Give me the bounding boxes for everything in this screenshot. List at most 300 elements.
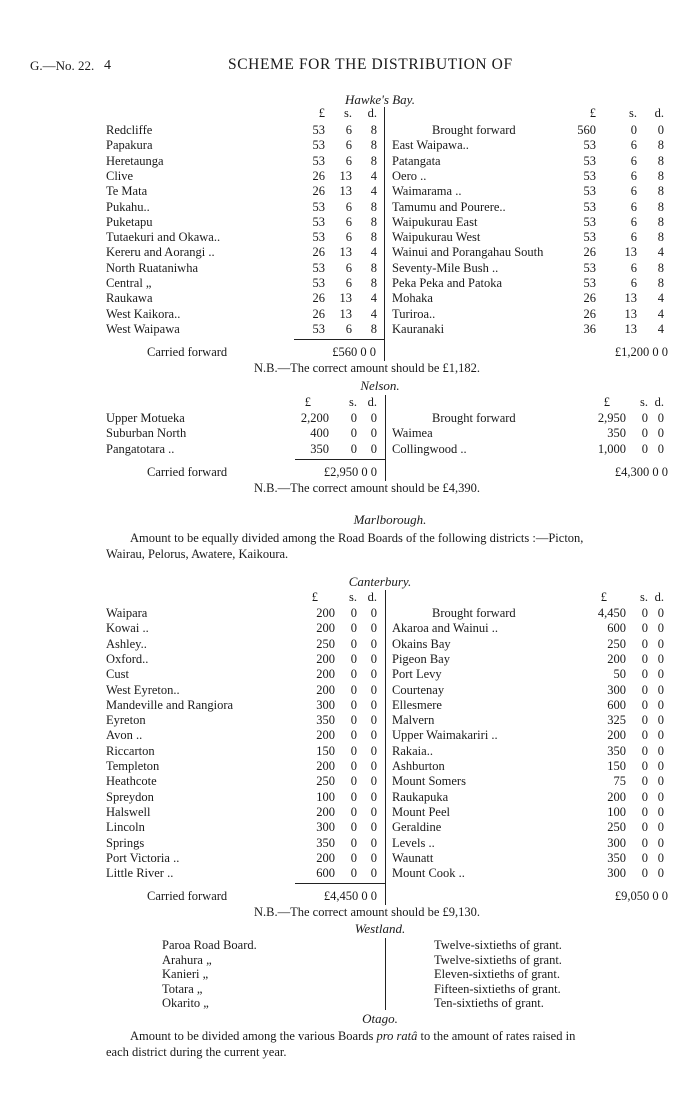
amount-pounds: 53 (312, 321, 325, 336)
amount-pounds: 26 (312, 168, 325, 183)
amount-shillings: 0 (350, 621, 357, 636)
amount-pence: 0 (657, 804, 664, 819)
amount-pounds: 53 (583, 260, 596, 275)
unit-header: £ (311, 590, 318, 604)
amount-pence: 8 (657, 199, 664, 214)
amount-pounds: 75 (613, 774, 626, 789)
table-row (0, 291, 700, 306)
correction-note: N.B.—The correct amount should be £9,130. (254, 905, 480, 920)
westland-board-name: Paroa Road Board. (162, 938, 257, 952)
amount-pounds: 53 (312, 214, 325, 229)
amount-shillings: 0 (641, 728, 648, 743)
amount-shillings: 0 (350, 820, 357, 835)
amount-shillings: 0 (641, 713, 648, 728)
unit-header: £ (589, 106, 596, 120)
amount-shillings: 13 (624, 306, 637, 321)
section-title-otago: Otago. (362, 1011, 398, 1026)
amount-pence: 0 (657, 743, 664, 758)
amount-shillings: 6 (345, 276, 352, 290)
amount-shillings: 0 (641, 667, 648, 682)
amount-pence: 0 (370, 850, 377, 865)
amount-pounds: 53 (312, 153, 325, 168)
amount-pounds: 200 (316, 651, 335, 666)
unit-header: s. (640, 395, 648, 409)
district-name: Seventy-Mile Bush .. (392, 260, 499, 275)
westland-grant-share: Ten-sixtieths of grant. (434, 996, 544, 1010)
amount-shillings: 0 (641, 759, 648, 773)
amount-shillings: 6 (630, 214, 637, 229)
amount-pounds: 53 (583, 276, 596, 290)
amount-pence: 8 (370, 138, 377, 153)
amount-pounds: 560 (577, 123, 596, 137)
table-row (0, 851, 700, 866)
district-name: Turiroa.. (392, 306, 436, 321)
carried-forward-amount: £560 0 0 (332, 345, 376, 360)
amount-pence: 0 (657, 667, 664, 682)
district-name: Courtenay (392, 682, 445, 697)
district-name: Waunatt (392, 850, 434, 865)
westland-grant-share: Eleven-sixtieths of grant. (434, 967, 561, 981)
amount-pence: 0 (657, 835, 664, 850)
total-rule-left (295, 883, 385, 884)
unit-header: £ (304, 395, 311, 409)
amount-pence: 0 (657, 713, 664, 728)
westland-grant-share: Twelve-sixtieths of grant. (434, 938, 562, 952)
amount-pounds: 600 (316, 866, 335, 881)
amount-pence: 4 (657, 321, 664, 336)
table-row (0, 683, 700, 698)
amount-pounds: 26 (312, 306, 325, 321)
amount-pounds: 200 (607, 651, 626, 666)
table-row (0, 138, 700, 153)
amount-pence: 0 (657, 411, 664, 425)
amount-pounds: 200 (316, 850, 335, 865)
amount-shillings: 0 (641, 411, 648, 425)
amount-pounds: 300 (316, 820, 335, 835)
district-name: Te Mata (106, 184, 148, 199)
amount-pence: 0 (370, 728, 377, 743)
amount-shillings: 0 (641, 789, 648, 804)
table-row (0, 698, 700, 713)
table-row (0, 307, 700, 322)
unit-header: d. (367, 395, 377, 409)
amount-pounds: 150 (607, 759, 626, 773)
amount-pounds: 53 (312, 138, 325, 153)
amount-shillings: 0 (350, 789, 357, 804)
otago-text-line-2: each district during the current year. (106, 1045, 287, 1059)
amount-shillings: 6 (630, 153, 637, 168)
amount-pence: 0 (370, 866, 377, 881)
amount-pounds: 250 (607, 636, 626, 651)
district-name: Geraldine (392, 820, 442, 835)
district-name: Waimea (392, 426, 433, 441)
table-row (0, 442, 700, 457)
amount-shillings: 6 (345, 138, 352, 153)
amount-pence: 8 (370, 276, 377, 290)
amount-pounds: 200 (316, 682, 335, 697)
amount-shillings: 6 (630, 168, 637, 183)
amount-pence: 0 (657, 651, 664, 666)
district-name: Kowai .. (106, 621, 149, 636)
amount-pounds: 350 (316, 835, 335, 850)
amount-pounds: 600 (607, 621, 626, 636)
district-name: Ashburton (392, 759, 445, 773)
amount-pence: 4 (657, 306, 664, 321)
carried-forward-label: Carried forward (147, 345, 228, 360)
amount-pence: 0 (370, 759, 377, 773)
amount-pounds: 53 (583, 168, 596, 183)
section-title-marlborough: Marlborough. (353, 512, 427, 527)
westland-grant-share: Twelve-sixtieths of grant. (434, 952, 562, 967)
district-name: Upper Motueka (106, 411, 185, 425)
amount-shillings: 6 (630, 199, 637, 214)
amount-pounds: 250 (607, 820, 626, 835)
amount-shillings: 0 (350, 743, 357, 758)
amount-pounds: 26 (312, 291, 325, 306)
amount-pounds: 53 (583, 230, 596, 245)
amount-pence: 0 (370, 743, 377, 758)
amount-pounds: 53 (583, 138, 596, 153)
amount-pounds: 53 (312, 260, 325, 275)
amount-pounds: 200 (607, 789, 626, 804)
district-name: West Eyreton.. (106, 682, 180, 697)
table-row (0, 790, 700, 805)
district-name: Tamumu and Pourere.. (392, 199, 506, 214)
amount-pounds: 350 (607, 743, 626, 758)
section-title-westland: Westland. (354, 921, 406, 936)
amount-shillings: 0 (641, 820, 648, 835)
table-row (0, 184, 700, 199)
document-reference: G.—No. 22. (30, 58, 95, 73)
district-name: Pukahu.. (106, 199, 150, 214)
table-row (0, 836, 700, 851)
amount-pounds: 300 (607, 682, 626, 697)
amount-pounds: 200 (316, 621, 335, 636)
district-name: Waipukurau West (392, 230, 481, 245)
amount-shillings: 0 (350, 850, 357, 865)
district-name: East Waipawa.. (392, 138, 469, 153)
amount-pounds: 4,450 (597, 606, 626, 620)
district-name: Kauranaki (392, 321, 445, 336)
amount-pounds: 350 (607, 850, 626, 865)
table-row (0, 230, 700, 245)
district-name: Clive (106, 168, 134, 183)
table-row (0, 667, 700, 682)
amount-pence: 0 (370, 606, 377, 620)
carried-forward-amount: £4,450 0 0 (323, 889, 377, 904)
district-name: Brought forward (432, 411, 516, 425)
amount-pence: 0 (657, 759, 664, 773)
district-name: Heretaunga (106, 153, 164, 168)
amount-pence: 8 (657, 168, 664, 183)
amount-pounds: 350 (607, 426, 626, 441)
district-name: Akaroa and Wainui .. (392, 621, 499, 636)
amount-pence: 0 (370, 774, 377, 789)
amount-shillings: 0 (350, 804, 357, 819)
district-name: North Ruataniwha (106, 260, 198, 275)
amount-shillings: 0 (350, 426, 357, 441)
unit-header: d. (367, 590, 377, 604)
carried-forward-label: Carried forward (147, 464, 228, 479)
amount-pounds: 300 (607, 835, 626, 850)
westland-board-name: Kanieri „ (162, 967, 209, 981)
amount-pence: 8 (370, 230, 377, 245)
district-name: Oxford.. (106, 651, 149, 666)
amount-shillings: 13 (339, 306, 352, 321)
amount-pence: 0 (370, 804, 377, 819)
amount-pence: 4 (370, 184, 377, 199)
amount-shillings: 13 (339, 184, 352, 199)
amount-pence: 0 (370, 682, 377, 697)
amount-pence: 4 (370, 306, 377, 321)
amount-pounds: 200 (316, 606, 335, 620)
amount-pence: 0 (370, 441, 377, 456)
amount-pence: 0 (370, 667, 377, 682)
amount-pence: 0 (657, 697, 664, 712)
table-row (0, 652, 700, 667)
amount-shillings: 0 (350, 667, 357, 682)
amount-pounds: 100 (316, 789, 335, 804)
amount-shillings: 0 (641, 426, 648, 441)
district-name: Tutaekuri and Okawa.. (106, 230, 221, 245)
amount-pounds: 53 (583, 184, 596, 199)
marlborough-text-line-1: Amount to be equally divided among the Road Boards of the following districts :—Picton, (130, 531, 584, 545)
table-row (0, 261, 700, 276)
amount-pence: 8 (370, 260, 377, 275)
total-rule-left (295, 459, 385, 460)
amount-pence: 8 (657, 184, 664, 199)
amount-pence: 0 (657, 636, 664, 651)
amount-pence: 0 (370, 835, 377, 850)
amount-shillings: 0 (350, 411, 357, 425)
table-row (0, 276, 700, 291)
page-number: 4 (104, 58, 111, 73)
district-name: Pangatotara .. (106, 441, 175, 456)
district-name: Mount Peel (392, 804, 450, 819)
amount-shillings: 0 (350, 866, 357, 881)
table-row (0, 322, 700, 337)
district-name: Upper Waimakariri .. (392, 728, 498, 743)
amount-pence: 4 (370, 291, 377, 306)
district-name: Lincoln (106, 820, 145, 835)
amount-shillings: 13 (339, 168, 352, 183)
table-row (0, 621, 700, 636)
district-name: Little River .. (106, 866, 174, 881)
amount-shillings: 6 (630, 184, 637, 199)
amount-pounds: 53 (312, 199, 325, 214)
district-name: Wainui and Porangahau South (392, 245, 544, 260)
district-name: Riccarton (106, 743, 155, 758)
district-name: Raukawa (106, 291, 153, 306)
amount-shillings: 6 (630, 276, 637, 290)
amount-shillings: 6 (345, 214, 352, 229)
district-name: Port Victoria .. (106, 850, 180, 865)
otago-text-line-1: Amount to be divided among the various Boards pro ratâ to the amount of rates raised in (130, 1029, 576, 1043)
table-row (0, 805, 700, 820)
amount-shillings: 0 (641, 682, 648, 697)
amount-shillings: 0 (350, 759, 357, 773)
amount-pence: 0 (370, 789, 377, 804)
amount-pounds: 50 (613, 667, 626, 682)
total-rule-left (294, 339, 384, 340)
amount-pounds: 200 (316, 667, 335, 682)
district-name: Patangata (392, 153, 441, 168)
amount-pence: 4 (657, 291, 664, 306)
amount-shillings: 6 (345, 230, 352, 245)
amount-shillings: 0 (350, 697, 357, 712)
page-title: SCHEME FOR THE DISTRIBUTION OF (228, 56, 513, 73)
amount-shillings: 0 (641, 866, 648, 881)
district-name: Rakaia.. (392, 743, 433, 758)
amount-pounds: 400 (310, 426, 329, 441)
district-name: Mount Somers (392, 774, 466, 789)
amount-pounds: 26 (312, 184, 325, 199)
unit-header: d. (654, 395, 664, 409)
amount-shillings: 0 (641, 441, 648, 456)
amount-shillings: 0 (350, 835, 357, 850)
unit-header: s. (629, 106, 637, 120)
amount-shillings: 0 (350, 682, 357, 697)
amount-pounds: 26 (312, 245, 325, 260)
amount-pounds: 2,950 (597, 411, 626, 425)
amount-shillings: 0 (350, 728, 357, 743)
amount-shillings: 6 (630, 230, 637, 245)
amount-shillings: 6 (630, 260, 637, 275)
carried-forward-label: Carried forward (147, 889, 228, 904)
district-name: Ellesmere (392, 697, 442, 712)
amount-pounds: 100 (607, 804, 626, 819)
unit-header: s. (344, 106, 352, 120)
amount-pounds: 350 (316, 713, 335, 728)
amount-pence: 0 (657, 621, 664, 636)
amount-pence: 0 (657, 606, 664, 620)
amount-pence: 0 (370, 636, 377, 651)
district-name: Heathcote (106, 774, 157, 789)
amount-shillings: 0 (641, 804, 648, 819)
amount-pounds: 53 (583, 199, 596, 214)
marlborough-text-line-2: Wairau, Pelorus, Awatere, Kaikoura. (106, 547, 289, 561)
amount-pence: 0 (370, 621, 377, 636)
amount-pounds: 600 (607, 697, 626, 712)
table-row (0, 123, 700, 138)
amount-shillings: 0 (641, 697, 648, 712)
amount-shillings: 0 (641, 651, 648, 666)
district-name: Ashley.. (106, 636, 147, 651)
amount-shillings: 0 (630, 123, 637, 137)
amount-pence: 8 (370, 199, 377, 214)
table-row (0, 169, 700, 184)
amount-pence: 4 (370, 245, 377, 260)
district-name: Collingwood .. (392, 441, 467, 456)
amount-pence: 0 (657, 789, 664, 804)
amount-pence: 8 (370, 214, 377, 229)
amount-pounds: 350 (310, 441, 329, 456)
amount-pounds: 36 (583, 321, 596, 336)
correction-note: N.B.—The correct amount should be £1,182. (254, 361, 480, 376)
amount-pounds: 53 (583, 214, 596, 229)
column-divider (384, 107, 385, 361)
amount-shillings: 0 (350, 774, 357, 789)
amount-pounds: 53 (312, 230, 325, 245)
district-name: Eyreton (106, 713, 146, 728)
amount-pounds: 26 (583, 306, 596, 321)
amount-shillings: 0 (641, 606, 648, 620)
right-column-total: £4,300 0 0 (614, 464, 668, 479)
amount-pence: 8 (370, 153, 377, 168)
amount-shillings: 0 (350, 441, 357, 456)
westland-grant-share: Fifteen-sixtieths of grant. (434, 981, 561, 996)
amount-pence: 4 (657, 245, 664, 260)
amount-shillings: 0 (641, 636, 648, 651)
unit-header: s. (349, 590, 357, 604)
table-row (0, 759, 700, 774)
unit-header: £ (318, 106, 325, 120)
amount-shillings: 6 (345, 123, 352, 137)
district-name: Spreydon (106, 789, 154, 804)
amount-pounds: 200 (316, 759, 335, 773)
table-row (0, 411, 700, 426)
amount-pounds: 200 (316, 804, 335, 819)
table-row (0, 820, 700, 835)
district-name: Suburban North (106, 426, 187, 441)
amount-pence: 8 (657, 230, 664, 245)
amount-shillings: 0 (350, 651, 357, 666)
district-name: Raukapuka (392, 789, 449, 804)
amount-pounds: 250 (316, 636, 335, 651)
section-title-hawkes-bay: Hawke's Bay. (345, 92, 415, 107)
district-name: Avon .. (106, 728, 143, 743)
amount-pounds: 2,200 (300, 411, 329, 425)
table-row (0, 200, 700, 215)
district-name: Redcliffe (106, 123, 153, 137)
amount-pounds: 26 (583, 245, 596, 260)
district-name: Springs (106, 835, 145, 850)
amount-shillings: 0 (350, 713, 357, 728)
amount-shillings: 0 (641, 835, 648, 850)
amount-pence: 8 (657, 153, 664, 168)
amount-shillings: 0 (641, 621, 648, 636)
amount-pence: 0 (657, 426, 664, 441)
westland-divider (385, 938, 386, 1010)
unit-header: £ (600, 590, 607, 604)
amount-pence: 0 (657, 441, 664, 456)
district-name: Central „ (106, 276, 152, 290)
amount-pence: 0 (370, 426, 377, 441)
unit-header: d. (367, 106, 377, 120)
amount-pence: 0 (657, 123, 664, 137)
district-name: West Kaikora.. (106, 306, 181, 321)
table-row (0, 774, 700, 789)
correction-note: N.B.—The correct amount should be £4,390. (254, 480, 480, 495)
amount-pounds: 26 (583, 291, 596, 306)
district-name: Pigeon Bay (392, 651, 450, 666)
amount-shillings: 0 (350, 636, 357, 651)
amount-pence: 0 (657, 728, 664, 743)
district-name: Port Levy (392, 667, 442, 682)
amount-shillings: 0 (641, 850, 648, 865)
district-name: Waipukurau East (392, 214, 478, 229)
amount-pounds: 325 (607, 713, 626, 728)
westland-board-name: Totara „ (162, 981, 203, 996)
amount-pence: 8 (657, 260, 664, 275)
district-name: Okains Bay (392, 636, 451, 651)
amount-pence: 0 (370, 651, 377, 666)
table-row (0, 606, 700, 621)
westland-board-name: Okarito „ (162, 996, 209, 1010)
amount-shillings: 6 (345, 153, 352, 168)
table-row (0, 637, 700, 652)
amount-pounds: 150 (316, 743, 335, 758)
